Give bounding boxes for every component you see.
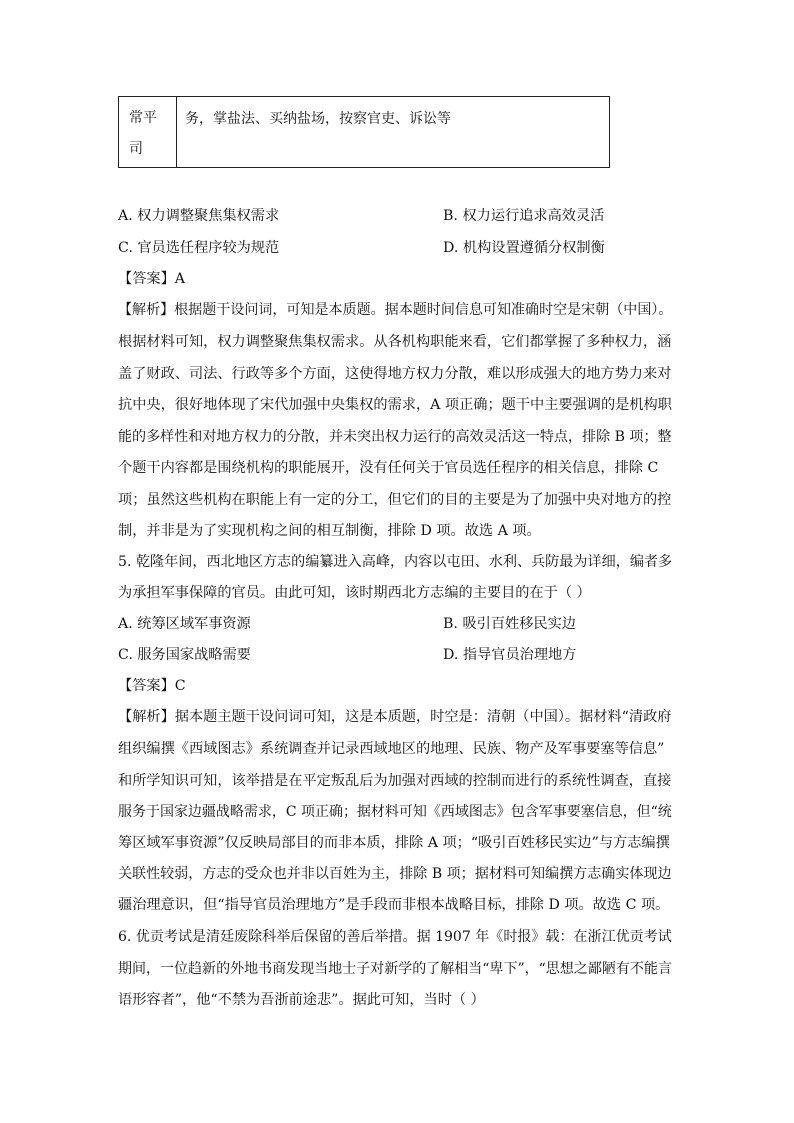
q5-analysis-line: 关联性较弱，方志的受众也并非以百姓为主，排除 B 项；据材料可知编撰方志确实体现边 (118, 866, 672, 882)
q4-analysis-line: 项；虽然这些机构在职能上有一定的分工，但它们的目的主要是为了加强中央对地方的控 (118, 492, 672, 508)
q5-analysis-line: 服务于国家边疆战略需求，C 项正确；据材料可知《西域图志》包含军事要塞信息，但“统 (118, 804, 672, 820)
q5-option-c: C. 服务国家战略需要 (118, 647, 251, 663)
table-label-cell (119, 97, 177, 167)
q5-analysis-line: 筹区域军事资源”仅反映局部目的而非本质，排除 A 项；“吸引百姓移民实边”与方志编撰 (118, 835, 670, 851)
q5-analysis-line: 【解析】据本题主题干设问词可知，这是本质题，时空是：清朝（中国）。据材料“清政府 (118, 709, 672, 725)
q4-analysis-line: 抗中央，很好地体现了宋代加强中央集权的需求，A 项正确；题干中主要强调的是机构职 (118, 397, 672, 413)
q4-analysis-line: 能的多样性和对地方权力的分散，并未突出权力运行的高效灵活这一特点，排除 B 项；整 (118, 429, 672, 445)
q6-stem-line: 期间，一位趋新的外地书商发现当地士子对新学的了解相当“卑下”，“思想之鄙陋有不能言 (118, 961, 672, 977)
q4-option-b: B. 权力运行追求高效灵活 (443, 208, 605, 224)
q5-option-d: D. 指导官员治理地方 (443, 647, 577, 663)
q4-answer: 【答案】A (118, 271, 185, 287)
q4-analysis-line: 制，并非是为了实现机构之间的相互制衡，排除 D 项。故选 A 项。 (118, 523, 541, 539)
table-label-line: 司 (129, 141, 143, 157)
q5-option-a: A. 统筹区域军事资源 (118, 616, 251, 632)
q6-stem-line: 6. 优贡考试是清廷废除科举后保留的善后举措。据 1907 年《时报》载：在浙江优贡考试 (118, 929, 672, 945)
q4-analysis-line: 【解析】根据题干设问词，可知是本质题。据本题时间信息可知准确时空是宋朝（中国）。 (118, 302, 673, 318)
q4-analysis-line: 个题干内容都是围绕机构的职能展开，没有任何关于官员选任程序的相关信息，排除 C (118, 460, 659, 476)
q4-analysis-line: 盖了财政、司法、行政等多个方面，这使得地方权力分散，难以形成强大的地方势力来对 (118, 366, 672, 382)
q4-option-a: A. 权力调整聚焦集权需求 (118, 208, 280, 224)
q4-analysis-line: 根据材料可知，权力调整聚焦集权需求。从各机构职能来看，它们都掌握了多种权力，涵 (118, 334, 672, 350)
table-content-cell: 务，掌盐法、买纳盐场，按察官吏、诉讼等 (185, 111, 451, 127)
q6-stem-line: 语形容者”，他“不禁为吾浙前途悲”。据此可知，当时（ ） (118, 992, 485, 1008)
q4-option-d: D. 机构设置遵循分权制衡 (443, 240, 605, 256)
q5-analysis-line: 疆治理意识，但“指导官员治理地方”是手段而非根本战略目标，排除 D 项。故选 C 项。 (118, 897, 670, 913)
q5-analysis-line: 和所学知识可知，该举措是在平定叛乱后为加强对西域的控制而进行的系统性调查，直接 (118, 773, 672, 789)
q5-stem-line: 为承担军事保障的官员。由此可知，该时期西北方志编的主要目的在于（ ） (118, 585, 591, 601)
table-label-line: 常平 (129, 110, 157, 126)
q5-stem-line: 5. 乾隆年间，西北地区方志的编纂进入高峰，内容以屯田、水利、兵防最为详细，编者多 (118, 554, 673, 570)
q5-analysis-line: 组织编撰《西域图志》系统调查并记录西域地区的地理、民族、物产及军事要塞等信息” (118, 741, 665, 757)
q5-option-b: B. 吸引百姓移民实边 (443, 616, 576, 632)
q5-answer: 【答案】C (118, 678, 186, 694)
table-fragment (118, 96, 610, 168)
q4-option-c: C. 官员选任程序较为规范 (118, 240, 280, 256)
